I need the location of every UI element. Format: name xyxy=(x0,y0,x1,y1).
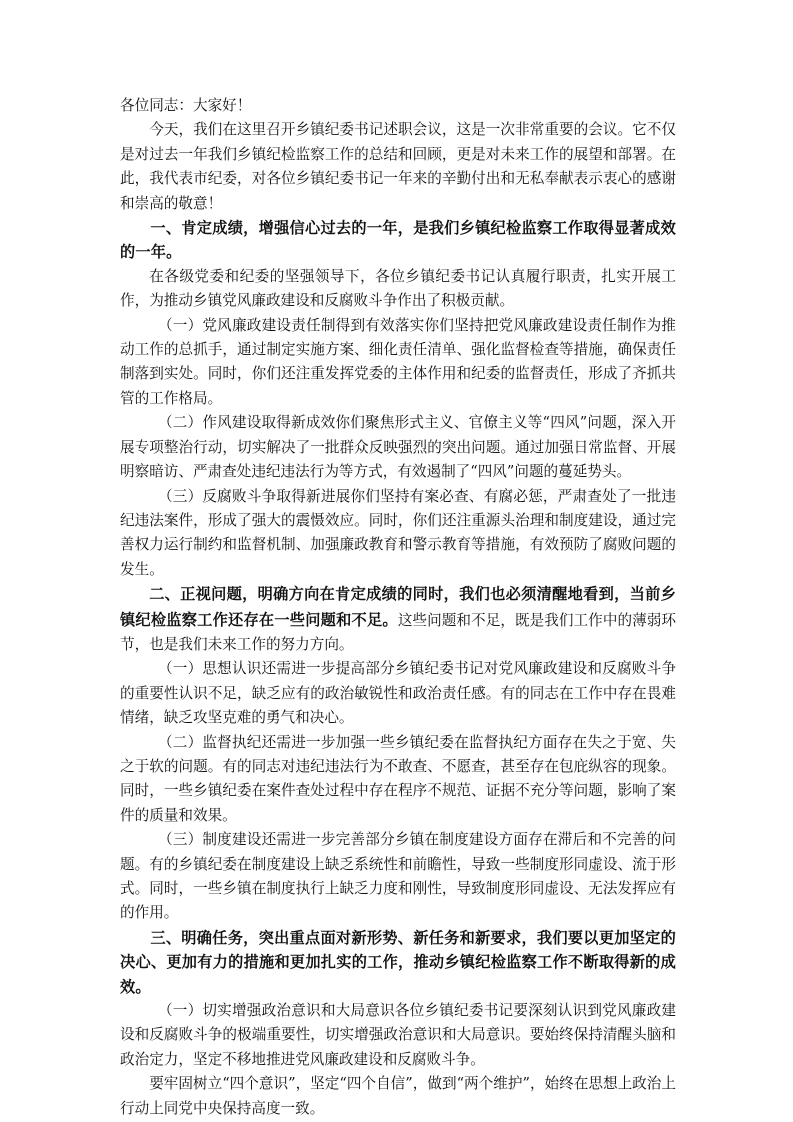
section-3-closing: 要牢固树立“四个意识”，坚定“四个自信”，做到“两个维护”，始终在思想上政治上行动上同党中央保持高度一致。 xyxy=(120,1075,676,1117)
section-3-item-1: （一）切实增强政治意识和大局意识各位乡镇纪委书记要深刻认识到党风廉政建设和反腐败斗争的极端重要性，切实增强政治意识和大局意识。要始终保持清醒头脑和政治定力，坚定不移地推进党风廉政建设和反腐败斗争。 xyxy=(120,1002,676,1068)
section-1-item-3: （三）反腐败斗争取得新进展你们坚持有案必查、有腐必惩，严肃查处了一批违纪违法案件，形成了强大的震慑效应。同时，你们还注重源头治理和制度建设，通过完善权力运行制约和监督机制、加强廉政教育和警示教育等措施，有效预防了腐败问题的发生。 xyxy=(120,487,676,578)
section-2-item-2: （二）监督执纪还需进一步加强一些乡镇纪委在监督执纪方面存在失之于宽、失之于软的问题。有的同志对违纪违法行为不敢查、不愿查，甚至存在包庇纵容的现象。同时，一些乡镇纪委在案件查处过程中存在程序不规范、证据不充分等问题，影响了案件的质量和效果。 xyxy=(120,733,676,824)
section-3-heading: 三、明确任务，突出重点面对新形势、新任务和新要求，我们要以更加坚定的决心、更加有力的措施和更加扎实的工作，推动乡镇纪检监察工作不断取得新的成效。 xyxy=(120,928,676,996)
section-1-lead: 在各级党委和纪委的坚强领导下，各位乡镇纪委书记认真履行职责，扎实开展工作，为推动乡镇党风廉政建设和反腐败斗争作出了积极贡献。 xyxy=(120,267,676,310)
intro-paragraph: 今天，我们在这里召开乡镇纪委书记述职会议，这是一次非常重要的会议。它不仅是对过去一年我们乡镇纪检监察工作的总结和回顾，更是对未来工作的展望和部署。在此，我代表市纪委，对各位乡镇纪委书记一年来的辛勤付出和无私奉献表示衷心的感谢和崇高的敬意！ xyxy=(120,121,676,212)
section-1-heading: 一、肯定成绩，增强信心过去的一年，是我们乡镇纪检监察工作取得显著成效的一年。 xyxy=(120,219,676,262)
section-2-heading-tail: 这些问题和不足，既是我们工作中的薄弱环节，也是我们未来工作的努力方向。 xyxy=(120,611,676,653)
greeting: 各位同志：大家好！ xyxy=(120,97,252,114)
section-1-item-2: （二）作风建设取得新成效你们聚焦形式主义、官僚主义等“四风”问题，深入开展专项整治行动，切实解决了一批群众反映强烈的突出问题。通过加强日常监督、开展明察暗访、严肃查处违纪违法行为等方式，有效遏制了“四风”问题的蔓延势头。 xyxy=(120,414,676,481)
document-page xyxy=(120,94,676,1121)
section-1-item-1: （一）党风廉政建设责任制得到有效落实你们坚持把党风廉政建设责任制作为推动工作的总抓手，通过制定实施方案、细化责任清单、强化监督检查等措施，确保责任制落到实处。同时，你们还注重发挥党委的主体作用和纪委的监督责任，形成了齐抓共管的工作格局。 xyxy=(120,316,676,407)
section-2-heading: 二、正视问题，明确方向在肯定成绩的同时，我们也必须清醒地看到，当前乡镇纪检监察工作还存在一些问题和不足。 xyxy=(120,585,676,629)
section-2-item-3: （三）制度建设还需进一步完善部分乡镇在制度建设方面存在滞后和不完善的问题。有的乡镇纪委在制度建设上缺乏系统性和前瞻性，导致一些制度形同虚设、流于形式。同时，一些乡镇在制度执行上缺乏力度和刚性，导致制度形同虚设、无法发挥应有的作用。 xyxy=(120,831,676,922)
section-2-paragraph xyxy=(120,582,676,657)
section-2-item-1: （一）思想认识还需进一步提高部分乡镇纪委书记对党风廉政建设和反腐败斗争的重要性认识不足，缺乏应有的政治敏锐性和政治责任感。有的同志在工作中存在畏难情绪，缺乏攻坚克难的勇气和决心。 xyxy=(120,660,676,727)
